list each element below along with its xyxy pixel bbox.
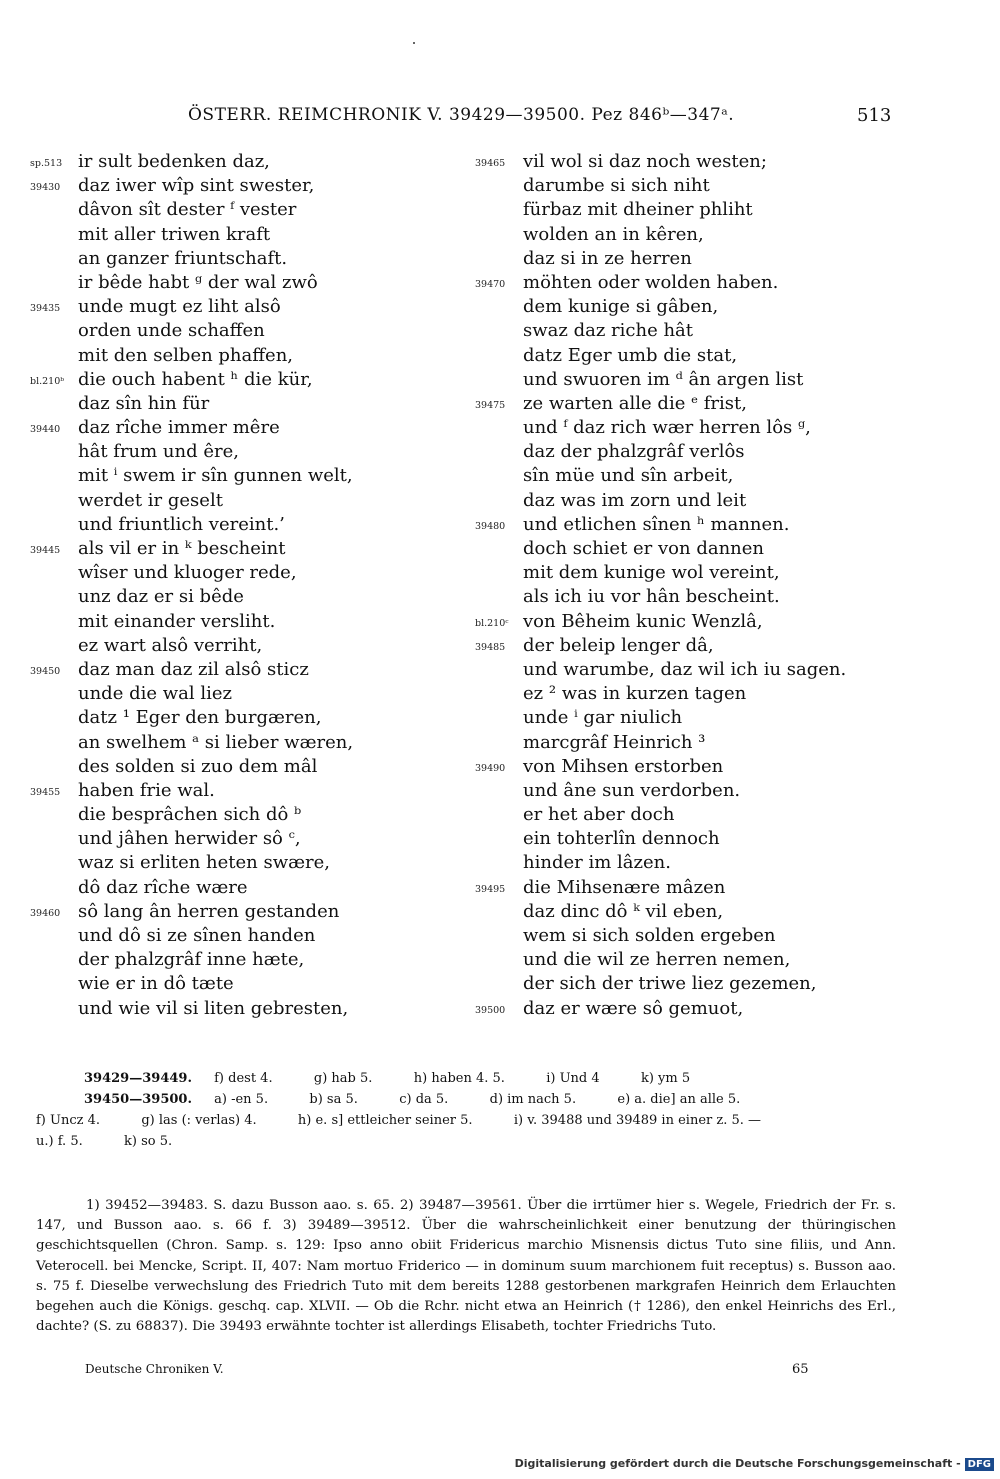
- verse-line: [475, 464, 895, 488]
- verse-line: [475, 247, 895, 271]
- verse-text: möhten oder wolden haben.: [523, 271, 779, 293]
- line-number: 39440: [30, 424, 61, 436]
- verse-line: [30, 537, 460, 561]
- series-title: Deutsche Chroniken V.: [85, 1362, 224, 1376]
- verse-text: waz si erliten heten swære,: [78, 852, 331, 874]
- verse-text: dô daz rîche wære: [78, 876, 248, 898]
- verse-line: [30, 827, 460, 851]
- verse-text: sîn müe und sîn arbeit,: [523, 465, 734, 487]
- verse-line: [30, 876, 460, 900]
- verse-text: daz er wære sô gemuot,: [523, 997, 744, 1019]
- verse-line: [30, 779, 460, 803]
- verse-text: wolden an in kêren,: [523, 223, 704, 245]
- verse-line: [30, 464, 460, 488]
- verse-line: [475, 755, 895, 779]
- verse-line: [475, 972, 895, 996]
- verse-line: [30, 900, 460, 924]
- verse-line: [30, 948, 460, 972]
- verse-text: der sich der triwe liez gezemen,: [523, 973, 817, 995]
- verse-line: [475, 827, 895, 851]
- verse-line: [475, 198, 895, 222]
- verse-text: daz rîche immer mêre: [78, 417, 280, 439]
- running-header: [0, 105, 1000, 129]
- verse-text: marcgrâf Heinrich ³: [523, 731, 706, 753]
- verse-text: und ᶠ daz rich wær herren lôs ᵍ,: [523, 417, 811, 439]
- verse-line: [30, 658, 460, 682]
- verse-line: [30, 997, 460, 1021]
- line-number: 39500: [475, 1004, 506, 1016]
- verse-text: an swelhem ᵃ si lieber wæren,: [78, 731, 354, 753]
- verse-text: mit den selben phaffen,: [78, 344, 294, 366]
- apparatus-text: u.) f. 5. k) so 5.: [36, 1134, 173, 1149]
- verse-line: [475, 585, 895, 609]
- verse-line: [475, 489, 895, 513]
- verse-line: [30, 924, 460, 948]
- line-number: 39435: [30, 303, 61, 315]
- verse-text: daz dinc dô ᵏ vil eben,: [523, 900, 724, 922]
- verse-line: [475, 223, 895, 247]
- verse-line: [475, 900, 895, 924]
- verse-text: ir sult bedenken daz,: [78, 151, 270, 172]
- verse-line: [30, 440, 460, 464]
- verse-text: und die wil ze herren nemen,: [523, 949, 791, 971]
- verse-text: und âne sun verdorben.: [523, 779, 741, 801]
- verse-text: mit einander versliht.: [78, 610, 276, 632]
- line-number: 39470: [475, 278, 506, 290]
- verse-line: [475, 392, 895, 416]
- verse-line: [475, 634, 895, 658]
- line-number: 39480: [475, 520, 506, 532]
- verse-line: [30, 344, 460, 368]
- verse-text: daz sîn hin für: [78, 392, 210, 414]
- verse-text: daz man daz zil alsô sticz: [78, 658, 309, 680]
- apparatus-text: f) dest 4. g) hab 5. h) haben 4. 5. i) Und 4 k) ym 5: [214, 1071, 691, 1086]
- verse-line: [475, 779, 895, 803]
- verse-line: [30, 198, 460, 222]
- apparatus-text: a) -en 5. b) sa 5. c) da 5. d) im nach 5. e) a. die] an alle 5.: [214, 1092, 741, 1107]
- verse-line: [30, 271, 460, 295]
- verse-line: [475, 537, 895, 561]
- verse-text: dâvon sît dester ᶠ vester: [78, 199, 297, 221]
- apparatus-range: 39450—39500.: [84, 1092, 192, 1107]
- verse-text: orden unde schaffen: [78, 320, 265, 342]
- speck: [413, 42, 415, 44]
- verse-line: [475, 416, 895, 440]
- page-number: 513: [857, 105, 892, 126]
- apparatus-row: [36, 1089, 896, 1110]
- verse-line: [30, 610, 460, 634]
- verse-text: unz daz er si bêde: [78, 586, 244, 608]
- verse-text: datz Eger umb die stat,: [523, 344, 738, 366]
- verse-text: vil wol si daz noch westen;: [523, 151, 767, 172]
- verse-text: wie er in dô tæte: [78, 973, 234, 995]
- dfg-credit-text: Digitalisierung gefördert durch die Deutsche Forschungsgemeinschaft -: [514, 1457, 961, 1470]
- verse-line: [30, 513, 460, 537]
- dfg-credit: [515, 1457, 994, 1471]
- apparatus-text: f) Uncz 4. g) las (: verlas) 4. h) e. s] ettleicher seiner 5. i) v. 39488 und 39489 in einer z. 5. —: [36, 1113, 762, 1128]
- line-number: bl.210ᶜ: [475, 617, 509, 629]
- verse-text: die besprâchen sich dô ᵇ: [78, 804, 302, 826]
- verse-text: als ich iu vor hân bescheint.: [523, 586, 780, 608]
- verse-line: [475, 706, 895, 730]
- verse-line: [30, 416, 460, 440]
- verse-text: daz iwer wîp sint swester,: [78, 175, 315, 197]
- verse-text: ze warten alle die ᵉ frist,: [523, 392, 747, 414]
- verse-line: [30, 803, 460, 827]
- verse-line: [30, 174, 460, 198]
- verse-line: [30, 319, 460, 343]
- verse-line: [30, 368, 460, 392]
- verse-line: [475, 948, 895, 972]
- verse-text: haben frie wal.: [78, 779, 215, 801]
- verse-text: unde ⁱ gar niulich: [523, 707, 683, 729]
- footnote-text: 1) 39452—39483. S. dazu Busson aao. s. 65. 2) 39487—39561. Über die irrtümer hier s. Wegele, Friedrich der Fr. s. 147, und Busson aao. s. 66 f. 3) 39489—39512. Über die wahrscheinlichkeit einer benutzung der thüringischen geschichtsquellen (Chron. Samp. s. 129: Ipso anno obiit Fridericus marchio Misnensis dictus Tuto sine filiis, und Ann. Veterocell. bei Mencke, Script. II, 407: Nam mortuo Friderico — in dominum suum marchionem fuit receptus) s. Busson aao. s. 75 f. Dieselbe verwechslung des Friedrich Tuto mit dem bereits 1288 gestorbenen markgrafen Heinrich dem Erlauchten begehen auch die Königs. geschq. cap. XLVII. — Ob die Rchr. nicht etwa an Heinrich († 1286), den enkel Heinrichs des Erl., dachte? (S. zu 68837). Die 39493 erwähnte tochter ist allerdings Elisabeth, tochter Friedrichs Tuto.: [36, 1198, 896, 1335]
- verse-text: datz ¹ Eger den burgæren,: [78, 707, 322, 729]
- verse-line: [30, 392, 460, 416]
- line-number: sp.513: [30, 158, 63, 169]
- verse-text: und wie vil si liten gebresten,: [78, 997, 349, 1019]
- line-number: 39475: [475, 399, 506, 411]
- line-number: 39490: [475, 762, 506, 774]
- verse-text: der phalzgrâf inne hæte,: [78, 949, 305, 971]
- verse-line: [475, 658, 895, 682]
- verse-text: der beleip lenger dâ,: [523, 634, 714, 656]
- dfg-logo: DFG: [965, 1458, 994, 1471]
- verse-line: [475, 803, 895, 827]
- verse-text: ein tohterlîn dennoch: [523, 828, 720, 850]
- verse-text: und warumbe, daz wil ich iu sagen.: [523, 658, 847, 680]
- line-number: 39450: [30, 665, 61, 677]
- apparatus-row: [36, 1131, 896, 1152]
- verse-line: [475, 174, 895, 198]
- verse-text: des solden si zuo dem mâl: [78, 755, 318, 777]
- verse-line: [30, 585, 460, 609]
- line-number: 39495: [475, 883, 506, 895]
- verse-line: [475, 513, 895, 537]
- verse-text: sô lang ân herren gestanden: [78, 900, 340, 922]
- verse-text: daz si in ze herren: [523, 247, 692, 269]
- verse-text: dem kunige si gâben,: [523, 296, 719, 318]
- verse-text: und dô si ze sînen handen: [78, 925, 316, 946]
- verse-line: [475, 682, 895, 706]
- verse-text: mit aller triwen kraft: [78, 223, 271, 245]
- verse-text: darumbe si sich niht: [523, 175, 710, 197]
- line-number: 39485: [475, 641, 506, 653]
- verse-text: ir bêde habt ᵍ der wal zwô: [78, 271, 318, 293]
- right-verse-column: [475, 150, 895, 1021]
- verse-text: daz der phalzgrâf verlôs: [523, 441, 745, 463]
- verse-line: [475, 561, 895, 585]
- left-verse-column: [30, 150, 460, 1021]
- verse-line: [30, 972, 460, 996]
- verse-line: [30, 682, 460, 706]
- line-number: bl.210ᵇ: [30, 375, 65, 387]
- verse-line: [475, 876, 895, 900]
- verse-text: hât frum und êre,: [78, 441, 239, 463]
- verse-line: [30, 755, 460, 779]
- line-number: 39455: [30, 786, 61, 798]
- verse-line: [475, 997, 895, 1021]
- verse-line: [30, 489, 460, 513]
- verse-text: werdet ir geselt: [78, 489, 223, 511]
- verse-text: wem si sich solden ergeben: [523, 925, 776, 946]
- verse-text: unde die wal liez: [78, 683, 233, 705]
- verse-line: [475, 851, 895, 875]
- verse-text: ez wart alsô verriht,: [78, 634, 263, 656]
- verse-text: doch schiet er von dannen: [523, 538, 765, 559]
- running-title: ÖSTERR. REIMCHRONIK V. 39429—39500. Pez 846ᵇ—347ᵃ.: [188, 105, 735, 125]
- line-number: 39465: [475, 158, 506, 169]
- verse-line: [475, 319, 895, 343]
- footnotes: [36, 1196, 896, 1337]
- verse-text: die ouch habent ʰ die kür,: [78, 368, 313, 390]
- verse-line: [30, 150, 460, 174]
- verse-line: [475, 924, 895, 948]
- verse-text: ez ² was in kurzen tagen: [523, 683, 747, 705]
- verse-text: als vil er in ᵏ bescheint: [78, 538, 286, 559]
- verse-text: und jâhen herwider sô ᶜ,: [78, 828, 301, 850]
- verse-text: wîser und kluoger rede,: [78, 562, 297, 584]
- apparatus-row: [36, 1068, 896, 1089]
- verse-text: swaz daz riche hât: [523, 320, 694, 342]
- verse-text: von Mihsen erstorben: [523, 755, 724, 777]
- verse-text: mit dem kunige wol vereint,: [523, 562, 780, 584]
- verse-line: [475, 271, 895, 295]
- verse-line: [30, 561, 460, 585]
- line-number: 39460: [30, 907, 61, 919]
- verse-line: [475, 731, 895, 755]
- verse-text: mit ⁱ swem ir sîn gunnen welt,: [78, 465, 353, 487]
- verse-line: [475, 150, 895, 174]
- verse-line: [475, 344, 895, 368]
- verse-line: [475, 610, 895, 634]
- apparatus-range: 39429—39449.: [84, 1071, 192, 1086]
- verse-text: unde mugt ez liht alsô: [78, 296, 281, 318]
- verse-text: er het aber doch: [523, 804, 675, 826]
- line-number: 39445: [30, 545, 61, 556]
- verse-line: [475, 295, 895, 319]
- verse-line: [30, 634, 460, 658]
- verse-text: daz was im zorn und leit: [523, 489, 747, 511]
- verse-line: [30, 247, 460, 271]
- verse-text: von Bêheim kunic Wenzlâ,: [523, 610, 763, 632]
- verse-text: und swuoren im ᵈ ân argen list: [523, 368, 804, 390]
- signature-mark: 65: [792, 1362, 809, 1377]
- verse-line: [475, 440, 895, 464]
- verse-text: an ganzer friuntschaft.: [78, 247, 288, 269]
- verse-line: [30, 731, 460, 755]
- verse-text: die Mihsenære mâzen: [523, 876, 726, 898]
- verse-line: [30, 223, 460, 247]
- verse-text: fürbaz mit dheiner phliht: [523, 199, 753, 221]
- verse-line: [30, 706, 460, 730]
- critical-apparatus: [36, 1068, 896, 1152]
- apparatus-row: [36, 1110, 896, 1131]
- verse-line: [30, 295, 460, 319]
- verse-text: und etlichen sînen ʰ mannen.: [523, 513, 790, 535]
- verse-text: und friuntlich vereint.’: [78, 513, 285, 535]
- verse-line: [475, 368, 895, 392]
- line-number: 39430: [30, 182, 61, 194]
- verse-text: hinder im lâzen.: [523, 852, 671, 874]
- verse-line: [30, 851, 460, 875]
